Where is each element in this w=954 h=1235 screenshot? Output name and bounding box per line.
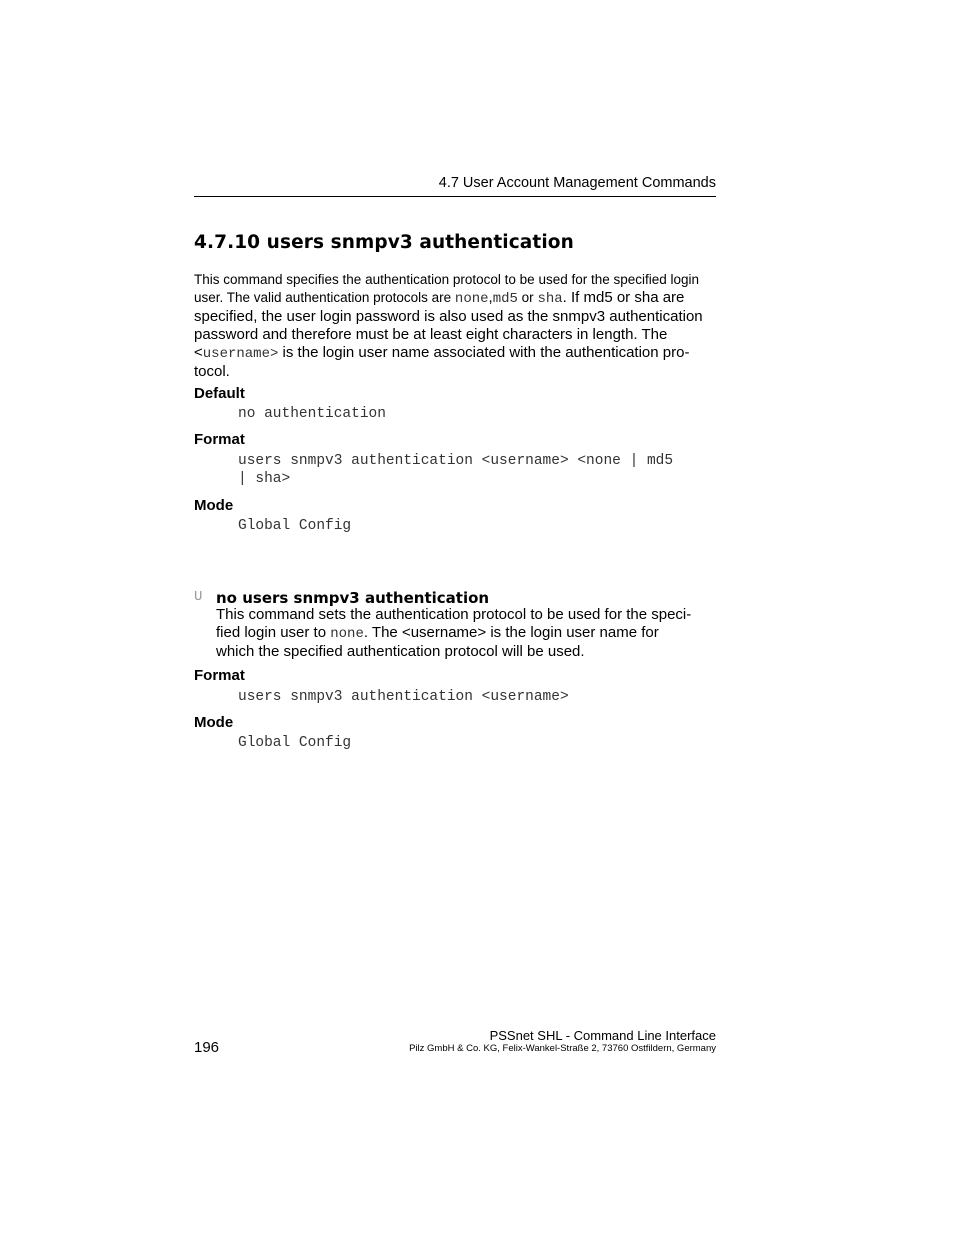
intro-line: tocol. <box>194 363 230 380</box>
desc-text: . The <username> is the login user name for <box>363 624 659 641</box>
intro-line <box>194 289 718 308</box>
intro-text: < <box>194 344 203 361</box>
format-label: Format <box>194 431 245 448</box>
code-sha: sha <box>537 291 563 307</box>
bullet-marker: U <box>194 589 203 605</box>
code-username: username> <box>202 346 279 362</box>
code-md5: md5 <box>492 291 518 307</box>
format-line: | sha> <box>238 471 291 487</box>
intro-line: This command specifies the authentication protocol to be used for the specified login <box>194 272 700 287</box>
intro-line <box>194 344 718 363</box>
format-value <box>238 452 673 488</box>
mode-label: Mode <box>194 497 234 514</box>
subcommand-format-value: users snmpv3 authentication <username> <box>238 689 569 705</box>
mode-value: Global Config <box>238 518 352 534</box>
subcommand-mode-value: Global Config <box>238 735 352 751</box>
code-none: none <box>454 291 489 307</box>
section-intro <box>194 271 718 381</box>
intro-text: . If md5 or sha are <box>562 289 685 306</box>
header-divider <box>194 196 716 197</box>
footer-company: Pilz GmbH & Co. KG, Felix-Wankel-Straße 2, 73760 Ostfildern, Germany <box>409 1043 716 1054</box>
default-value: no authentication <box>238 406 386 422</box>
desc-text: fied login user to <box>216 624 331 641</box>
footer-product: PSSnet SHL - Command Line Interface <box>489 1028 716 1043</box>
desc-line: This command sets the authentication protocol to be used for the speci- <box>216 606 692 623</box>
subcommand-description <box>216 606 718 661</box>
intro-line: specified, the user login password is also used as the snmpv3 authentication <box>194 308 703 325</box>
section-title: 4.7.10 users snmpv3 authentication <box>194 232 574 253</box>
subcommand-title: no users snmpv3 authentication <box>216 589 490 607</box>
subcommand-format-label: Format <box>194 667 245 684</box>
intro-text: user. The valid authentication protocols are <box>194 290 455 305</box>
intro-text: , <box>488 289 493 306</box>
desc-line: which the specified authentication protocol will be used. <box>216 643 585 660</box>
intro-text: or <box>517 290 538 305</box>
running-header: 4.7 User Account Management Commands <box>438 175 716 191</box>
intro-text: is the login user name associated with the authentication pro- <box>278 344 690 361</box>
desc-line <box>216 624 718 643</box>
code-none: none <box>330 626 364 642</box>
intro-line: password and therefore must be at least eight characters in length. The <box>194 326 668 343</box>
page-number: 196 <box>194 1039 220 1056</box>
format-line: users snmpv3 authentication <username> <none | md5 <box>238 453 674 469</box>
default-label: Default <box>194 385 245 402</box>
subcommand-mode-label: Mode <box>194 714 234 731</box>
